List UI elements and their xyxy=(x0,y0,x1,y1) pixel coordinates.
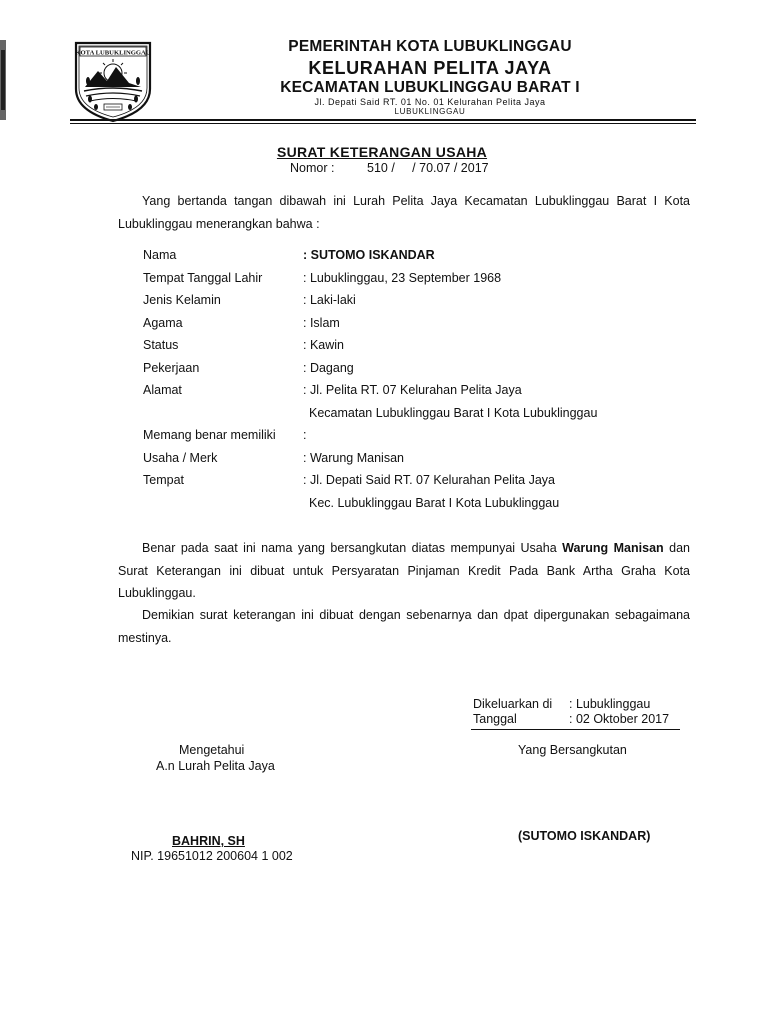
field-value-alamat: : Jl. Pelita RT. 07 Kelurahan Pelita Jaya xyxy=(303,383,522,397)
sign-right-title: Yang Bersangkutan xyxy=(518,743,627,757)
field-label: Status xyxy=(143,338,179,352)
sign-left-title: A.n Lurah Pelita Jaya xyxy=(156,759,275,773)
field-label: Agama xyxy=(143,316,183,330)
field-value-tempat: : Jl. Depati Said RT. 07 Kelurahan Pelita Jaya xyxy=(303,473,555,487)
header-address: Jl. Depati Said RT. 01 No. 01 Kelurahan Pelita Jaya xyxy=(314,97,546,107)
header-kecamatan-name: KECAMATAN LUBUKLINGGAU BARAT I xyxy=(280,79,580,96)
issued-date-label: Tanggal xyxy=(473,712,517,726)
field-label: Jenis Kelamin xyxy=(143,293,221,307)
field-label: Usaha / Merk xyxy=(143,451,218,465)
field-label: Memang benar memiliki xyxy=(143,428,276,442)
field-value-ttl: : Lubuklinggau, 23 September 1968 xyxy=(303,271,502,285)
emblem-logo-text: KOTA LUBUKLINGGAU xyxy=(75,49,151,57)
kota-lubuklinggau-emblem xyxy=(74,41,152,123)
statement-text-start: Benar pada saat ini nama yang bersangkutan diatas mempunyai Usaha xyxy=(142,541,563,555)
nomor-label: Nomor : xyxy=(290,161,335,175)
issued-underline xyxy=(471,729,680,730)
field-label: Tempat xyxy=(143,473,184,487)
closing-paragraph xyxy=(118,604,690,649)
field-value-alamat-continued: Kecamatan Lubuklinggau Barat I Kota Lubuklinggau xyxy=(309,406,598,420)
header-kelurahan-name: KELURAHAN PELITA JAYA xyxy=(308,58,552,78)
header-government-name: PEMERINTAH KOTA LUBUKLINGGAU xyxy=(288,38,572,55)
intro-paragraph xyxy=(118,190,690,235)
sign-left-nip: NIP. 19651012 200604 1 002 xyxy=(131,849,293,863)
field-label: Alamat xyxy=(143,383,182,397)
field-value-tempat-continued: Kec. Lubuklinggau Barat I Kota Lubuklinggau xyxy=(309,496,560,510)
field-value-pekerjaan: : Dagang xyxy=(303,361,354,375)
closing-text: Demikian surat keterangan ini dibuat dengan sebenarnya dan dpat dipergunakan sebagaimana mestinya. xyxy=(118,608,690,645)
issued-place-label: Dikeluarkan di xyxy=(473,697,553,711)
field-value-memiliki: : xyxy=(303,428,307,442)
intro-text: Yang bertanda tangan dibawah ini Lurah Pelita Jaya Kecamatan Lubuklinggau Barat I Kota Lubuklinggau menerangkan bahwa : xyxy=(118,194,690,231)
statement-text-end: dan Surat Keterangan ini dibuat untuk Persyaratan Pinjaman Kredit Pada Bank Artha Graha Kota Lubuklinggau. xyxy=(118,541,690,600)
statement-paragraph xyxy=(118,537,690,605)
field-label: Tempat Tanggal Lahir xyxy=(143,271,263,285)
sign-right-name: (SUTOMO ISKANDAR) xyxy=(518,829,651,843)
sign-left-name: BAHRIN, SH xyxy=(172,834,245,848)
sign-left-mengetahui: Mengetahui xyxy=(179,743,245,757)
issued-date-value: : 02 Oktober 2017 xyxy=(569,712,670,726)
field-label: Pekerjaan xyxy=(143,361,200,375)
scan-edge-mark xyxy=(0,40,10,120)
letterhead-divider-thick xyxy=(70,119,696,121)
nomor-value: 510 / / 70.07 / 2017 xyxy=(367,161,489,175)
field-value-usaha: : Warung Manisan xyxy=(303,451,404,465)
letterhead-divider-thin xyxy=(70,123,696,124)
header-city: LUBUKLINGGAU xyxy=(394,107,466,116)
business-name-emphasis: Warung Manisan xyxy=(562,541,664,555)
field-value-status: : Kawin xyxy=(303,338,344,352)
issued-place-value: : Lubuklinggau xyxy=(569,697,651,711)
field-value-jenis-kelamin: : Laki-laki xyxy=(303,293,356,307)
field-value-nama: : SUTOMO ISKANDAR xyxy=(303,248,435,262)
field-label: Nama xyxy=(143,248,177,262)
document-title: SURAT KETERANGAN USAHA xyxy=(276,144,488,160)
field-value-agama: : Islam xyxy=(303,316,340,330)
